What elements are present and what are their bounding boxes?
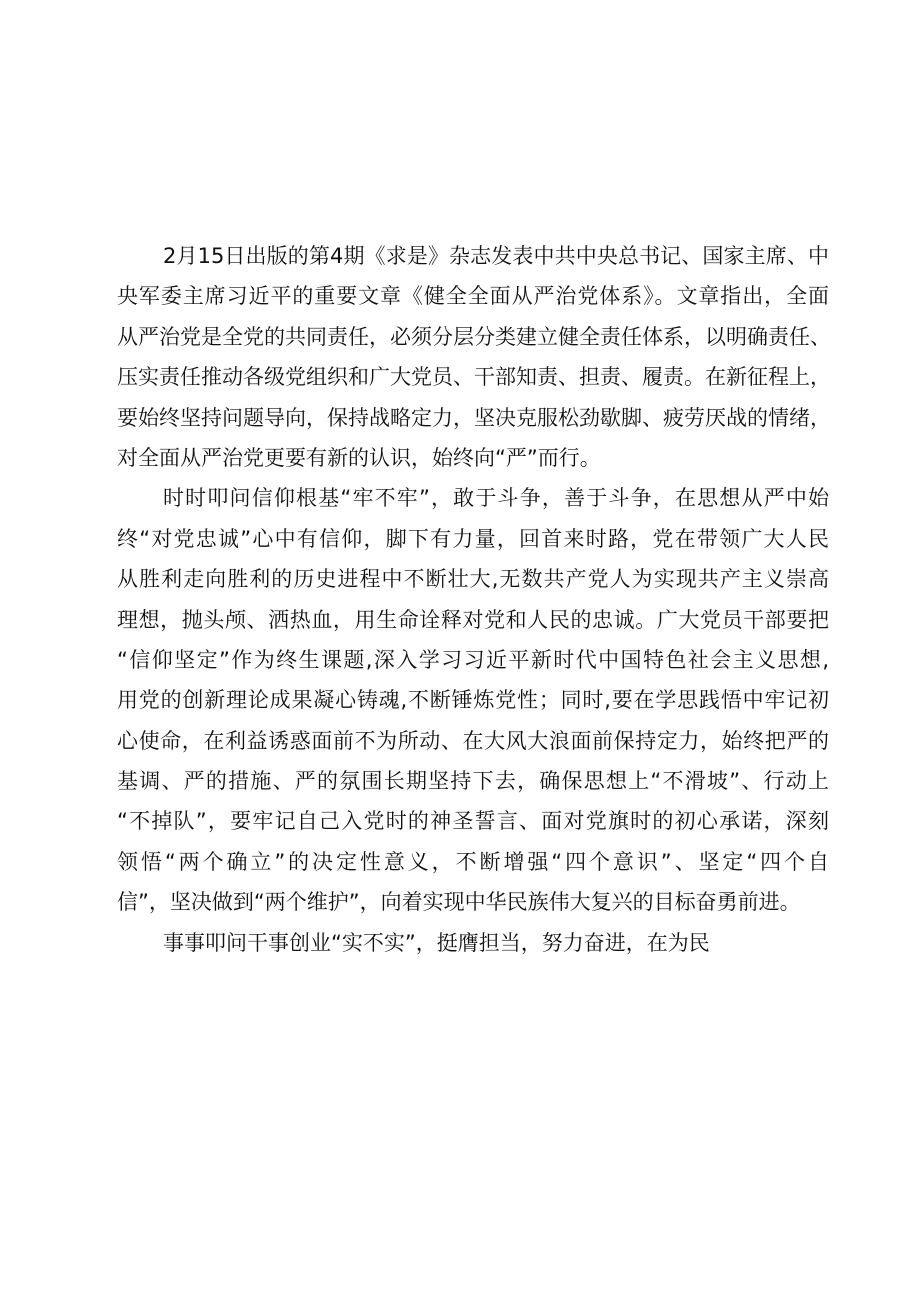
paragraph-line: 对全面从严治党更要有新的认识，始终向“严”而行。 — [117, 445, 601, 470]
paragraph-line: “不掉队”，要牢记自己入党时的神圣誓言、面对党旗时的初心承诺，深刻 — [117, 809, 829, 834]
paragraph-line: 时时叩问信仰根基“牢不牢”，敢于斗争，善于斗争，在思想从严中始 — [163, 486, 829, 511]
paragraph-line: 用党的创新理论成果凝心铸魂,不断锤炼党性；同时,要在学思践悟中牢记初 — [117, 688, 829, 713]
paragraph-1 — [117, 236, 829, 478]
paragraph-line: 信”，坚决做到“两个维护”，向着实现中华民族伟大复兴的目标奋勇前进。 — [117, 890, 801, 915]
paragraph-line: 基调、严的措施、严的氛围长期坚持下去，确保思想上“不滑坡”、行动上 — [117, 769, 829, 794]
paragraph-line: 压实责任推动各级党组织和广大党员、干部知责、担责、履责。在新征程上， — [117, 365, 831, 390]
paragraph-2 — [117, 478, 829, 922]
paragraph-line: “信仰坚定”作为终生课题,深入学习习近平新时代中国特色社会主义思想, — [117, 647, 829, 672]
paragraph-line: 要始终坚持问题导向，保持战略定力，坚决克服松劲歇脚、疲劳厌战的情绪， — [117, 405, 831, 430]
paragraph-line: 事事叩问干事创业“实不实”，挺膺担当，努力奋进，在为民 — [163, 930, 710, 955]
paragraph-line: 领悟“两个确立”的决定性意义，不断增强“四个意识”、坚定“四个自 — [117, 849, 829, 874]
paragraph-line: 理想，抛头颅、洒热血，用生命诠释对党和人民的忠诚。广大党员干部要把 — [117, 607, 829, 632]
paragraph-line: 心使命，在利益诱惑面前不为所动、在大风大浪面前保持定力，始终把严的 — [117, 728, 829, 753]
paragraph-line: 终“对党忠诚”心中有信仰，脚下有力量，回首来时路，党在带领广大人民 — [117, 526, 829, 551]
paragraph-line: 从胜利走向胜利的历史进程中不断壮大,无数共产党人为实现共产主义崇高 — [117, 567, 829, 592]
article-body — [117, 236, 829, 963]
paragraph-3 — [117, 923, 829, 963]
paragraph-line: 2月15日出版的第4期《求是》杂志发表中共中央总书记、国家主席、中 — [163, 244, 829, 268]
paragraph-line: 从严治党是全党的共同责任，必须分层分类建立健全责任体系，以明确责任、 — [117, 324, 831, 349]
paragraph-line: 央军委主席习近平的重要文章《健全全面从严治党体系》。文章指出，全面 — [117, 284, 829, 309]
